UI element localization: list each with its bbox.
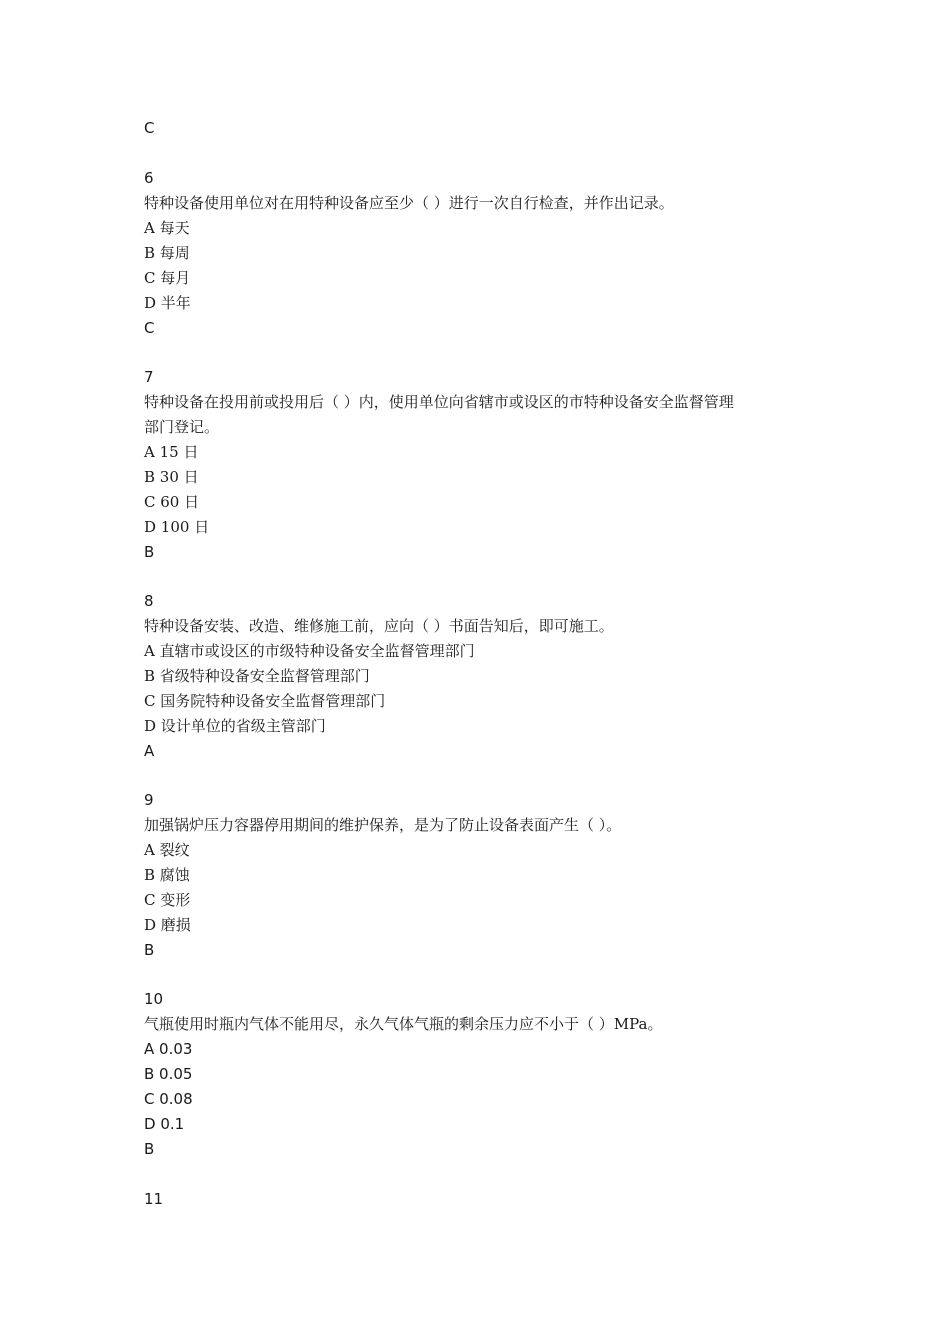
question-9-text: 加强锅炉压力容器停用期间的维护保养，是为了防止设备表面产生（ ）。 xyxy=(144,816,622,834)
question-7-text-line-2: 部门登记。 xyxy=(144,418,220,436)
question-9-answer: B xyxy=(144,941,155,959)
question-7-option-d: D 100 日 xyxy=(144,518,210,536)
question-11-number: 11 xyxy=(144,1190,164,1208)
question-8-option-c: C 国务院特种设备安全监督管理部门 xyxy=(144,692,386,710)
question-10-option-b: B 0.05 xyxy=(144,1065,193,1083)
question-8-option-b: B 省级特种设备安全监督管理部门 xyxy=(144,667,370,685)
question-9-number: 9 xyxy=(144,791,154,809)
question-7-text-line-1: 特种设备在投用前或投用后（ ）内，使用单位向省辖市或设区的市特种设备安全监督管理 xyxy=(144,393,734,411)
question-10-text: 气瓶使用时瓶内气体不能用尽，永久气体气瓶的剩余压力应不小于（ ）MPa。 xyxy=(144,1015,663,1033)
question-10-option-d: D 0.1 xyxy=(144,1115,185,1133)
question-6-option-b: B 每周 xyxy=(144,244,190,262)
question-7-option-a: A 15 日 xyxy=(144,443,199,461)
question-9-option-a: A 裂纹 xyxy=(144,841,190,859)
question-7-option-b: B 30 日 xyxy=(144,468,199,486)
question-6-option-a: A 每天 xyxy=(144,219,190,237)
question-6-option-c: C 每月 xyxy=(144,269,191,287)
previous-answer: C xyxy=(144,119,155,137)
question-8-text: 特种设备安装、改造、维修施工前，应向（ ）书面告知后，即可施工。 xyxy=(144,617,614,635)
question-6-text: 特种设备使用单位对在用特种设备应至少（ ）进行一次自行检查，并作出记录。 xyxy=(144,194,674,212)
question-7-answer: B xyxy=(144,543,155,561)
question-8-number: 8 xyxy=(144,592,154,610)
question-9-option-d: D 磨损 xyxy=(144,916,191,934)
question-9-option-c: C 变形 xyxy=(144,891,191,909)
question-6-answer: C xyxy=(144,319,155,337)
question-8-option-a: A 直辖市或设区的市级特种设备安全监督管理部门 xyxy=(144,642,475,660)
question-6-option-d: D 半年 xyxy=(144,294,191,312)
question-6-number: 6 xyxy=(144,169,154,187)
question-10-answer: B xyxy=(144,1140,155,1158)
question-8-answer: A xyxy=(144,742,155,760)
question-7-option-c: C 60 日 xyxy=(144,493,200,511)
question-10-option-c: C 0.08 xyxy=(144,1090,193,1108)
question-10-number: 10 xyxy=(144,990,164,1008)
question-7-number: 7 xyxy=(144,368,154,386)
question-10-option-a: A 0.03 xyxy=(144,1040,193,1058)
question-8-option-d: D 设计单位的省级主管部门 xyxy=(144,717,326,735)
question-9-option-b: B 腐蚀 xyxy=(144,866,190,884)
